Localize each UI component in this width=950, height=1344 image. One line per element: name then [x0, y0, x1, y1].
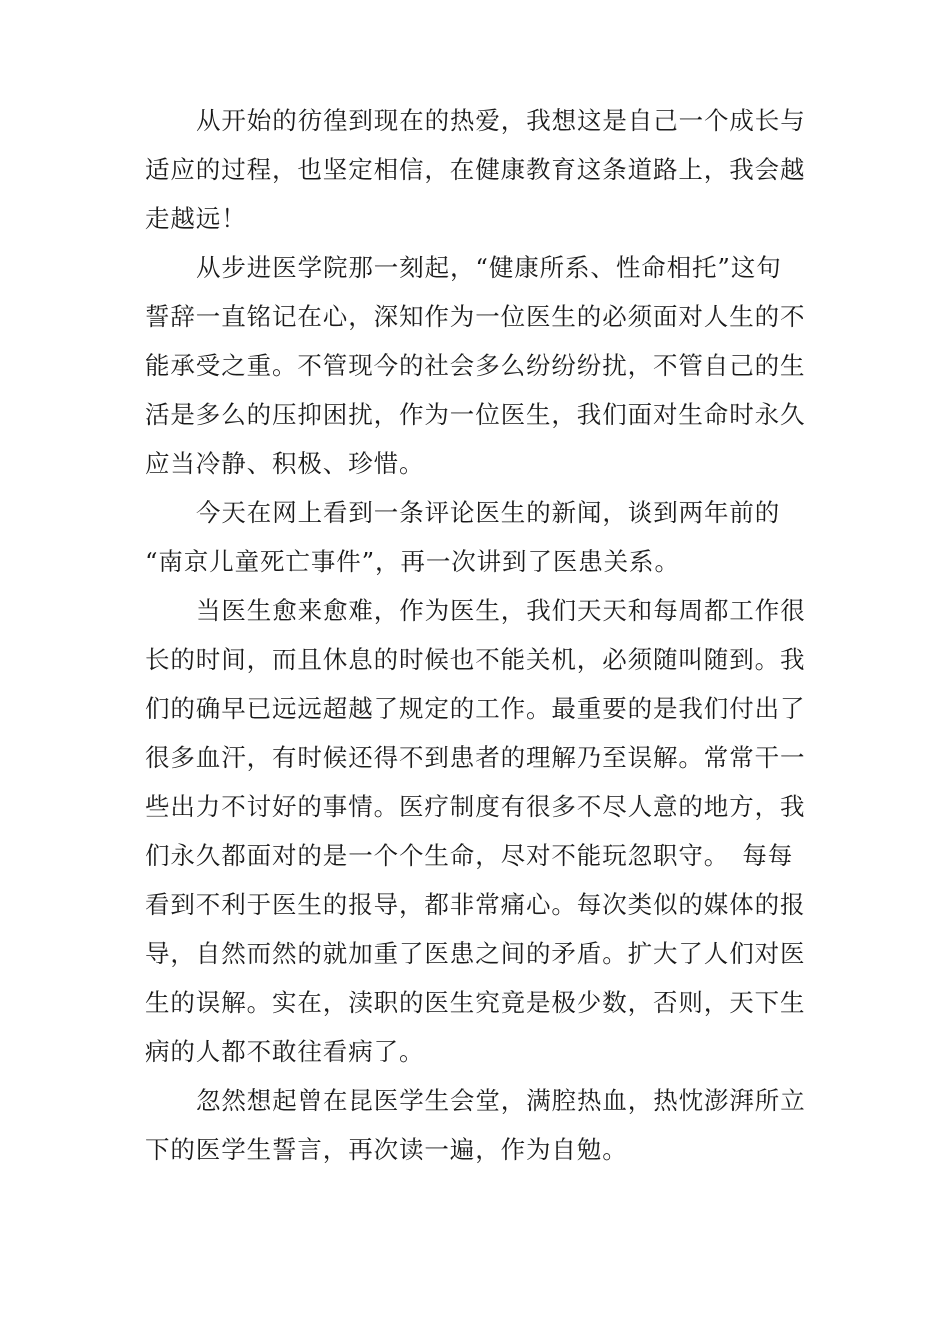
text-line: 能承受之重。不管现今的社会多么纷纷纷扰，不管自己的生 — [145, 351, 806, 380]
text-line: 誓辞一直铭记在心，深知作为一位医生的必须面对人生的不 — [145, 302, 806, 331]
text-line: 们的确早已远远超越了规定的工作。最重要的是我们付出了 — [145, 694, 806, 723]
text-line: 走越远！ — [145, 204, 247, 233]
text-line: 从开始的彷徨到现在的热爱，我想这是自己一个成长与 — [196, 106, 806, 135]
text-line: 应当冷静、积极、珍惜。 — [145, 449, 425, 478]
text-line: 今天在网上看到一条评论医生的新闻，谈到两年前的 — [196, 498, 781, 527]
text-line: 活是多么的压抑困扰，作为一位医生，我们面对生命时永久 — [145, 400, 806, 429]
document-body — [145, 96, 825, 1174]
text-line: 生的误解。实在，渎职的医生究竟是极少数，否则，天下生 — [145, 988, 806, 1017]
text-line: 适应的过程，也坚定相信，在健康教育这条道路上，我会越 — [145, 155, 806, 184]
text-line: 些出力不讨好的事情。医疗制度有很多不尽人意的地方，我 — [145, 792, 806, 821]
text-line: “南京儿童死亡事件”，再一次讲到了医患关系。 — [145, 547, 680, 576]
text-line: 当医生愈来愈难，作为医生，我们天天和每周都工作很 — [196, 596, 806, 625]
text-line: 们永久都面对的是一个个生命，尽对不能玩忽职守。 每每 — [145, 841, 794, 870]
text-line: 很多血汗，有时候还得不到患者的理解乃至误解。常常干一 — [145, 743, 806, 772]
text-line: 病的人都不敢往看病了。 — [145, 1037, 425, 1066]
text-line: 看到不利于医生的报导，都非常痛心。每次类似的媒体的报 — [145, 890, 806, 919]
text-line: 从步进医学院那一刻起，“健康所系、性命相托”这句 — [196, 253, 782, 282]
text-line: 长的时间，而且休息的时候也不能关机，必须随叫随到。我 — [145, 645, 806, 674]
text-line: 忽然想起曾在昆医学生会堂，满腔热血，热忱澎湃所立 — [196, 1086, 806, 1115]
text-line: 导，自然而然的就加重了医患之间的矛盾。扩大了人们对医 — [145, 939, 806, 968]
text-line: 下的医学生誓言，再次读一遍，作为自勉。 — [145, 1135, 628, 1164]
